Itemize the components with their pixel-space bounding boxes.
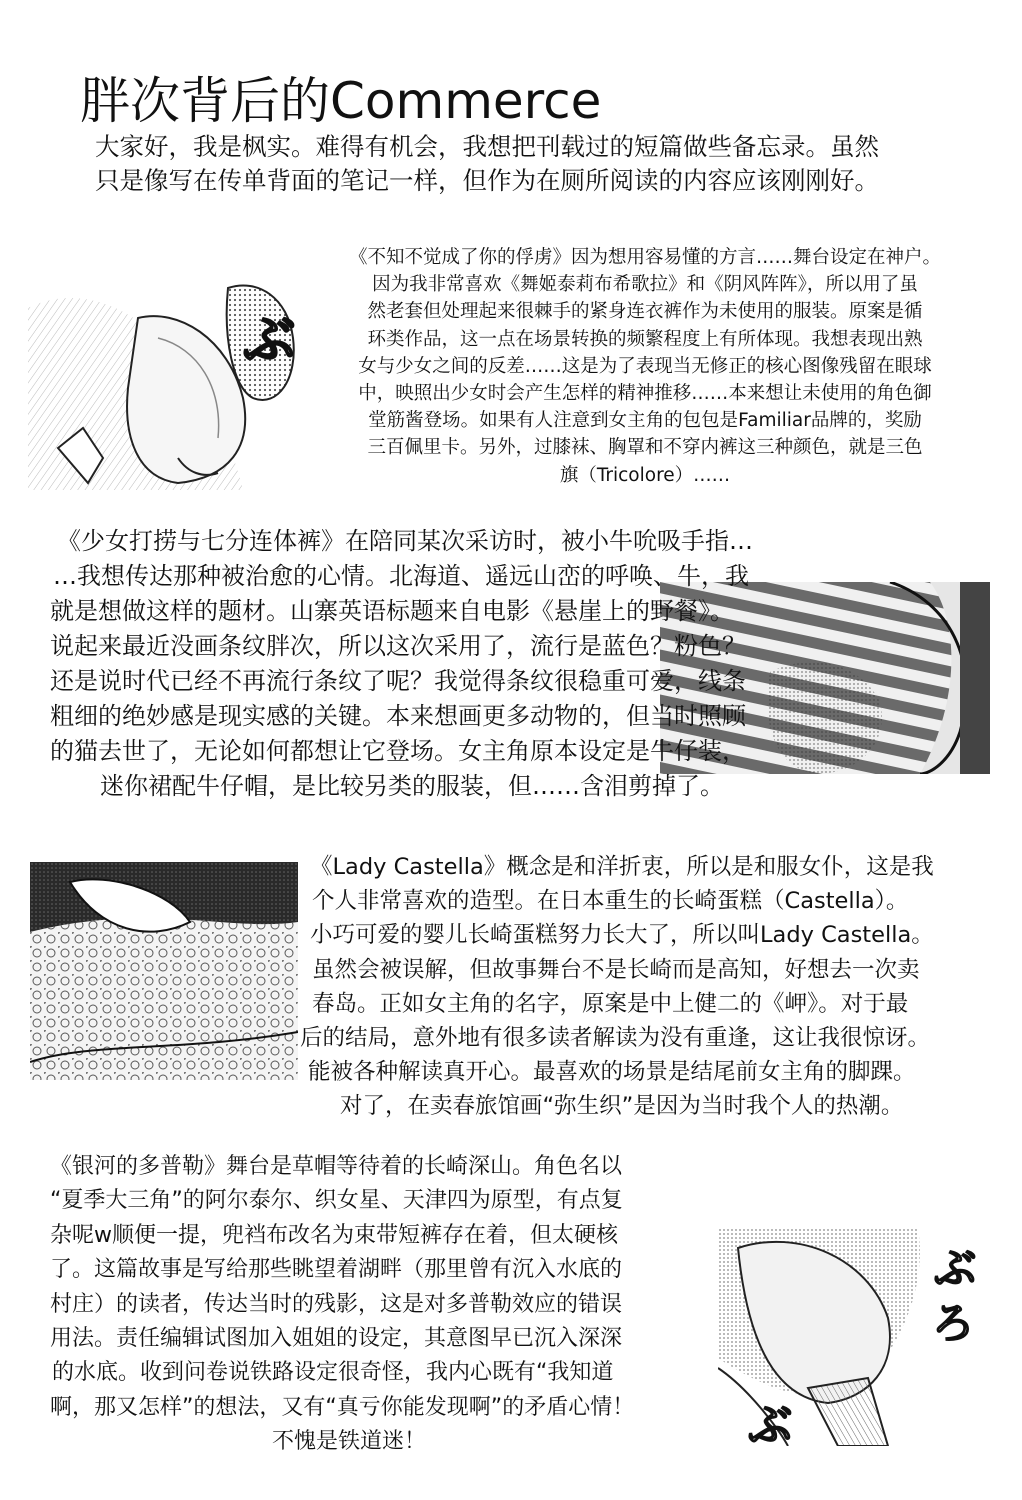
text-line: 因为我非常喜欢《舞姬泰莉布希歌拉》和《阴风阵阵》，所以用了虽 (372, 274, 918, 296)
text-line: 女与少女之间的反差……这是为了表现当无修正的核心图像残留在眼球 (358, 355, 932, 377)
text-line: 《Lady Castella》概念是和洋折衷，所以是和服女仆，这是我 (310, 854, 934, 880)
text-line: 对了，在卖春旅馆画“弥生织”是因为当时我个人的热潮。 (340, 1093, 904, 1120)
intro-line: 只是像写在传单背面的笔记一样，但作为在厕所阅读的内容应该刚刚好。 (95, 166, 879, 195)
text-line: 虽然会被误解，但故事舞台不是长崎而是高知，好想去一次卖 (312, 956, 920, 983)
section-tanpen-1 (305, 244, 985, 489)
sfx-text: ぶ (748, 1400, 792, 1446)
text-line: 村庄）的读者，传达当时的残影，这是对多普勒效应的错误 (50, 1291, 623, 1317)
text-line: 能被各种解读真开心。最喜欢的场景是结尾前女主角的脚踝。 (308, 1059, 916, 1086)
text-line: 的猫去世了，无论如何都想让它登场。女主角原本设定是牛仔装， (50, 737, 746, 765)
text-line: 不愧是铁道迷！ (272, 1429, 427, 1455)
illustration-4 (718, 1228, 990, 1446)
text-line: 春岛。正如女主角的名字，原案是中上健二的《岬》。对于最 (312, 990, 909, 1017)
illustration-3 (30, 862, 298, 1080)
text-line: 用法。责任编辑试图加入姐姐的设定，其意图早已沉入深深 (50, 1326, 623, 1352)
intro-paragraph (95, 130, 955, 198)
page-title: 胖次背后的Commerce (80, 72, 602, 130)
text-line: 《少女打捞与七分连体裤》在陪同某次采访时，被小牛吮吸手指… (57, 527, 753, 555)
text-line: 个人非常喜欢的造型。在日本重生的长崎蛋糕（Castella）。 (312, 888, 909, 915)
text-line: 《银河的多普勒》舞台是草帽等待着的长崎深山。角色名以 (50, 1154, 623, 1179)
section-tanpen-4 (40, 1150, 710, 1460)
text-line: 环类作品，这一点在场景转换的频繁程度上有所体现。我想表现出熟 (367, 328, 923, 350)
text-line: …我想传达那种被治愈的心情。北海道、遥远山峦的呼唤、牛，我 (53, 562, 749, 590)
text-line: 杂呢w顺便一提，兜裆布改名为束带短裤存在着，但太硬核 (50, 1222, 618, 1248)
sfx-text: ぶ (934, 1244, 977, 1293)
text-line: 啊，那又怎样”的想法，又有“真亏你能发现啊”的矛盾心情！ (50, 1394, 635, 1420)
intro-line: 大家好，我是枫实。难得有机会，我想把刊载过的短篇做些备忘录。虽然 (95, 132, 879, 161)
text-line: 的水底。收到问卷说铁路设定很奇怪，我内心既有“我知道 (52, 1360, 614, 1386)
text-line: 迷你裙配牛仔帽，是比较另类的服装，但……含泪剪掉了。 (100, 772, 724, 800)
text-line: 堂筋酱登场。如果有人注意到女主角的包包是Familiar品牌的，奖励 (368, 410, 922, 432)
illustration-1 (28, 278, 303, 490)
text-line: 《不知不觉成了你的俘虏》因为想用容易懂的方言……舞台设定在神户。 (348, 247, 941, 268)
text-line: 后的结局，意外地有很多读者解读为没有重逢，这让我很惊讶。 (300, 1025, 931, 1052)
text-line: “夏季大三角”的阿尔泰尔、织女星、天津四为原型，有点复 (50, 1188, 623, 1214)
sfx-text: ろ (932, 1299, 975, 1348)
text-line: 中，映照出少女时会产生怎样的精神推移……本来想让未使用的角色御 (358, 383, 932, 405)
sfx-text: ぶ (243, 311, 296, 371)
section-tanpen-3 (300, 850, 1000, 1124)
text-line: 还是说时代已经不再流行条纹了呢？我觉得条纹很稳重可爱，线条 (50, 667, 746, 695)
text-line: 旗（Tricolore）…… (559, 464, 731, 486)
text-line: 小巧可爱的婴儿长崎蛋糕努力长大了，所以叫Lady Castella。 (310, 922, 934, 949)
text-line: 然老套但处理起来很棘手的紧身连衣裤作为未使用的服装。原案是循 (367, 301, 923, 323)
text-line: 粗细的绝妙感是现实感的关键。本来想画更多动物的，但当时照顾 (50, 702, 746, 730)
text-line: 说起来最近没画条纹胖次，所以这次采用了，流行是蓝色？粉色？ (50, 632, 746, 660)
text-line: 就是想做这样的题材。山寨英语标题来自电影《悬崖上的野餐》。 (50, 597, 734, 625)
text-line: 了。这篇故事是写给那些眺望着湖畔（那里曾有沉入水底的 (50, 1257, 623, 1283)
section-tanpen-2 (45, 524, 865, 804)
text-line: 三百佩里卡。另外，过膝袜、胸罩和不穿内裤这三种颜色，就是三色 (367, 437, 923, 459)
